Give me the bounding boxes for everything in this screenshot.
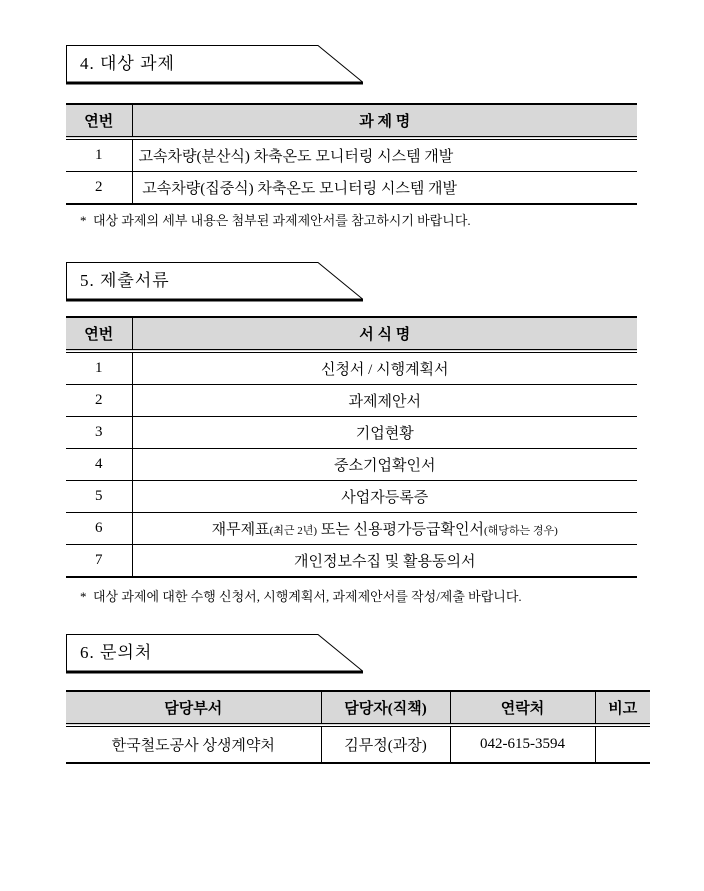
section-5-banner — [66, 262, 364, 302]
form-name: 기업현황 — [132, 417, 637, 449]
table-row — [66, 138, 637, 172]
table-row — [66, 351, 637, 385]
col-header-person: 담당자(직책) — [321, 691, 450, 725]
col-header-task-name: 과 제 명 — [132, 104, 637, 138]
form-no: 6 — [66, 513, 132, 545]
table-row — [66, 513, 637, 545]
form-name: 신청서 / 시행계획서 — [132, 351, 637, 385]
contact-remark — [595, 725, 650, 763]
col-header-form-name: 서 식 명 — [132, 317, 637, 351]
form-no: 4 — [66, 449, 132, 481]
target-task-table — [66, 103, 637, 205]
section-6-banner — [66, 634, 364, 674]
contact-dept: 한국철도공사 상생계약처 — [66, 725, 321, 763]
form-no: 1 — [66, 351, 132, 385]
form-name-part: 또는 신용평가등급확인서 — [317, 522, 484, 538]
task-no: 2 — [66, 172, 132, 205]
task-name: 고속차량(집중식) 차축온도 모니터링 시스템 개발 — [132, 172, 637, 205]
form-no: 7 — [66, 545, 132, 578]
col-header-no: 연번 — [66, 104, 132, 138]
col-header-dept: 담당부서 — [66, 691, 321, 725]
table-row — [66, 417, 637, 449]
form-name: 사업자등록증 — [132, 481, 637, 513]
contact-person: 김무정(과장) — [321, 725, 450, 763]
col-header-remark: 비고 — [595, 691, 650, 725]
form-name: 과제제안서 — [132, 385, 637, 417]
section-6-title: 6. 문의처 — [80, 643, 153, 662]
contact-table — [66, 690, 650, 764]
table-row — [66, 545, 637, 578]
form-name — [132, 513, 637, 545]
table-header-row — [66, 104, 637, 138]
form-name: 중소기업확인서 — [132, 449, 637, 481]
task-name: 고속차량(분산식) 차축온도 모니터링 시스템 개발 — [132, 138, 637, 172]
table-row — [66, 449, 637, 481]
form-no: 5 — [66, 481, 132, 513]
contact-phone: 042-615-3594 — [450, 725, 595, 763]
form-name: 개인정보수집 및 활용동의서 — [132, 545, 637, 578]
submission-form-table — [66, 316, 637, 578]
form-no: 3 — [66, 417, 132, 449]
section-5-title: 5. 제출서류 — [80, 271, 170, 290]
form-no: 2 — [66, 385, 132, 417]
task-no: 1 — [66, 138, 132, 172]
table-row — [66, 725, 650, 763]
col-header-contact: 연락처 — [450, 691, 595, 725]
section-4-banner — [66, 45, 364, 85]
table-row — [66, 172, 637, 205]
table-row — [66, 385, 637, 417]
form-name-part-small: (해당하는 경우) — [484, 525, 558, 537]
form-name-part-small: (최근 2년) — [269, 525, 318, 537]
form-name-part: 재무제표 — [211, 522, 270, 538]
table-header-row — [66, 691, 650, 725]
table-header-row — [66, 317, 637, 351]
section-4-title: 4. 대상 과제 — [80, 54, 175, 73]
col-header-no: 연번 — [66, 317, 132, 351]
section-4-note: * 대상 과제의 세부 내용은 첨부된 과제제안서를 참고하시기 바랍니다. — [80, 213, 471, 228]
section-5-note: * 대상 과제에 대한 수행 신청서, 시행계획서, 과제제안서를 작성/제출 바랍니다. — [80, 589, 522, 604]
table-row — [66, 481, 637, 513]
